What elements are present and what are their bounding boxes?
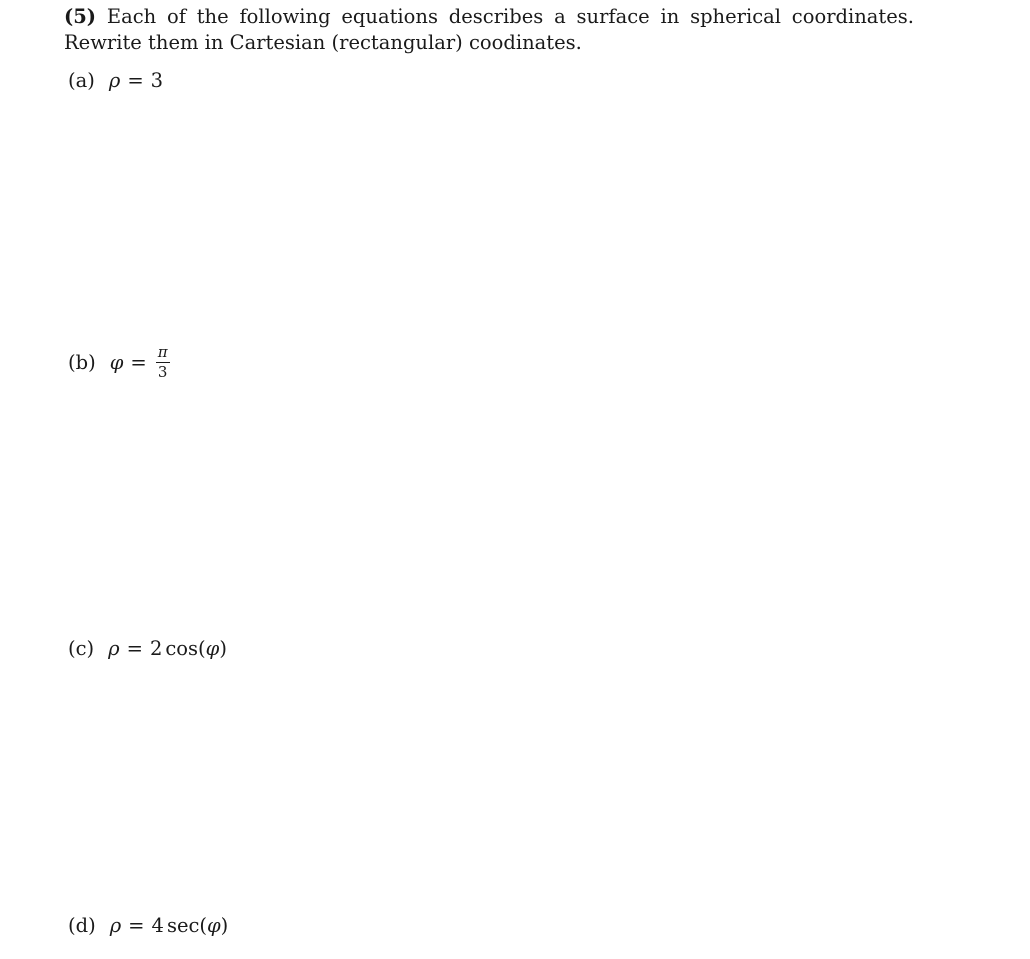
function-name: cos: [165, 637, 199, 660]
function-argument: φ: [207, 914, 221, 937]
problem-statement: [64, 4, 914, 56]
part-b: [68, 344, 170, 381]
part-label: (c): [68, 637, 95, 660]
coefficient: 2: [149, 637, 163, 660]
equation-lhs: ρ: [108, 637, 120, 660]
fraction: [156, 344, 170, 381]
part-label: (a): [68, 69, 95, 92]
part-c: (c) ρ = 2 cos ( φ ): [68, 637, 227, 660]
part-a: [68, 68, 163, 94]
fraction-numerator: π: [157, 343, 168, 361]
equation-lhs: ρ: [109, 914, 122, 937]
part-label: (b): [68, 350, 96, 374]
coefficient: 4: [151, 914, 164, 937]
fraction-denominator: 3: [157, 363, 168, 381]
equation-rhs: 3: [150, 69, 164, 92]
function-argument: φ: [205, 637, 220, 660]
equals-sign: =: [128, 914, 145, 937]
equals-sign: =: [126, 637, 143, 660]
function-name: sec: [166, 914, 200, 937]
part-d: (d) ρ = 4 sec ( φ ): [68, 914, 229, 937]
equation-lhs: ρ: [108, 69, 121, 92]
problem-text: Each of the following equations describes a surface in spherical coordinates. Rewrite them in Cartesian (rectangular) coodinates.: [64, 5, 914, 54]
equals-sign: =: [127, 69, 144, 92]
equation-lhs: φ: [109, 350, 124, 374]
part-label: (d): [68, 914, 96, 937]
equals-sign: =: [130, 350, 147, 374]
problem-number: (5): [64, 5, 97, 28]
